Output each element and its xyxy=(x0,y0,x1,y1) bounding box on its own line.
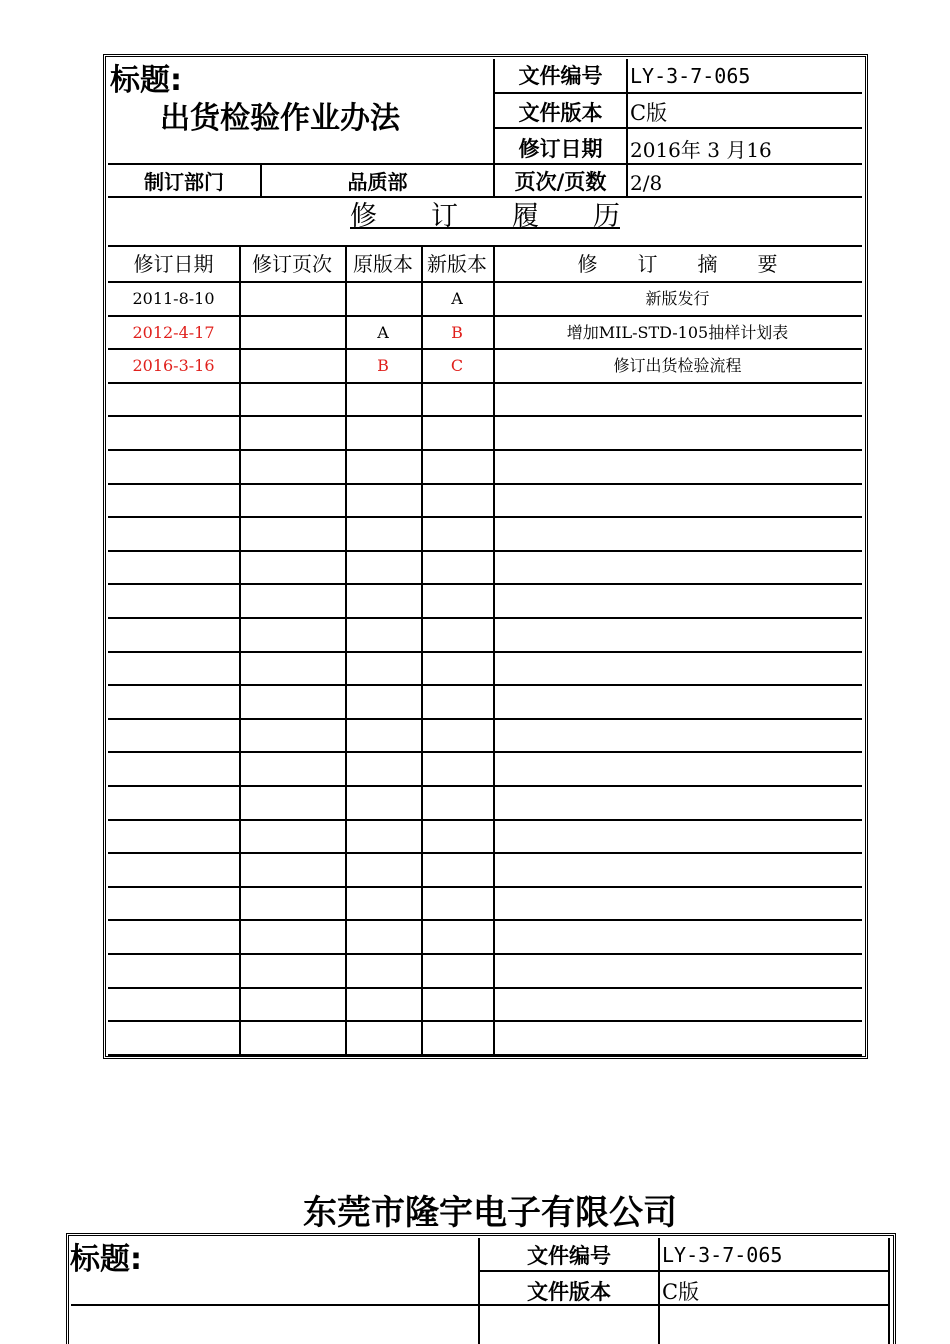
cell-old: A xyxy=(377,322,389,342)
cell-new: B xyxy=(451,322,463,342)
cell-summary: 新版发行 xyxy=(645,289,710,308)
doc-no-value: LY-3-7-065 xyxy=(630,64,751,88)
table-row xyxy=(108,483,862,517)
table-row xyxy=(108,415,862,449)
table-row xyxy=(108,919,862,953)
column-header: 新版本 xyxy=(427,252,487,276)
footer-version-value: C版 xyxy=(662,1280,700,1304)
rev-date-value: 2016年 3 月16 xyxy=(630,138,772,162)
divider xyxy=(493,127,862,129)
table-row xyxy=(108,785,862,819)
dept-value: 品质部 xyxy=(347,170,408,194)
divider xyxy=(658,1238,660,1344)
footer-version-label: 文件版本 xyxy=(527,1280,611,1304)
divider xyxy=(626,59,628,197)
divider xyxy=(108,163,862,165)
dept-label: 制订部门 xyxy=(144,170,224,194)
page-label: 页次/页数 xyxy=(514,170,607,194)
column-header: 修订页次 xyxy=(252,252,332,276)
table-row xyxy=(108,718,862,752)
history-heading: 修 订 履 历 xyxy=(350,201,620,232)
doc-no-label: 文件编号 xyxy=(518,64,603,88)
cell-summary: 增加MIL-STD-105抽样计划表 xyxy=(566,322,789,342)
version-label: 文件版本 xyxy=(518,101,603,125)
cell-date: 2012-4-17 xyxy=(132,322,215,342)
cell-date: 2011-8-10 xyxy=(132,289,215,308)
rev-date-label: 修订日期 xyxy=(518,137,603,161)
cell-old: B xyxy=(377,356,389,376)
table-row xyxy=(108,987,862,1021)
table-row xyxy=(108,1020,862,1054)
footer-doc-no-label: 文件编号 xyxy=(527,1244,611,1268)
divider xyxy=(493,92,862,94)
table-row xyxy=(108,751,862,785)
table-row xyxy=(108,550,862,584)
table-row xyxy=(108,348,862,382)
divider xyxy=(71,1304,478,1306)
divider xyxy=(478,1304,890,1306)
table-row xyxy=(108,819,862,853)
table-row xyxy=(108,651,862,685)
divider xyxy=(108,245,862,247)
version-value: C版 xyxy=(630,101,668,125)
title-label: 标题: xyxy=(110,63,182,98)
cell-new: C xyxy=(450,356,464,376)
row-divider xyxy=(108,1054,862,1056)
table-row xyxy=(108,449,862,483)
table-row xyxy=(108,852,862,886)
column-header: 原版本 xyxy=(353,252,413,276)
divider xyxy=(108,196,862,198)
footer-doc-no-value: LY-3-7-065 xyxy=(662,1243,783,1267)
divider xyxy=(478,1270,890,1272)
table-row xyxy=(108,516,862,550)
table-row xyxy=(108,315,862,349)
table-row xyxy=(108,382,862,416)
column-header: 修 订 摘 要 xyxy=(577,252,778,276)
table-row xyxy=(108,684,862,718)
page-value: 2/8 xyxy=(630,171,663,195)
column-header: 修订日期 xyxy=(133,252,214,276)
cell-summary: 修订出货检验流程 xyxy=(613,356,742,376)
table-row xyxy=(108,953,862,987)
table-row xyxy=(108,281,862,315)
cell-date: 2016-3-16 xyxy=(132,356,215,376)
table-row xyxy=(108,583,862,617)
cell-new: A xyxy=(451,289,463,308)
table-row xyxy=(108,617,862,651)
divider xyxy=(888,1238,890,1344)
table-row xyxy=(108,886,862,920)
company-name: 东莞市隆宇电子有限公司 xyxy=(303,1193,677,1233)
document-title: 出货检验作业办法 xyxy=(160,101,400,136)
footer-title-label: 标题: xyxy=(70,1242,142,1277)
